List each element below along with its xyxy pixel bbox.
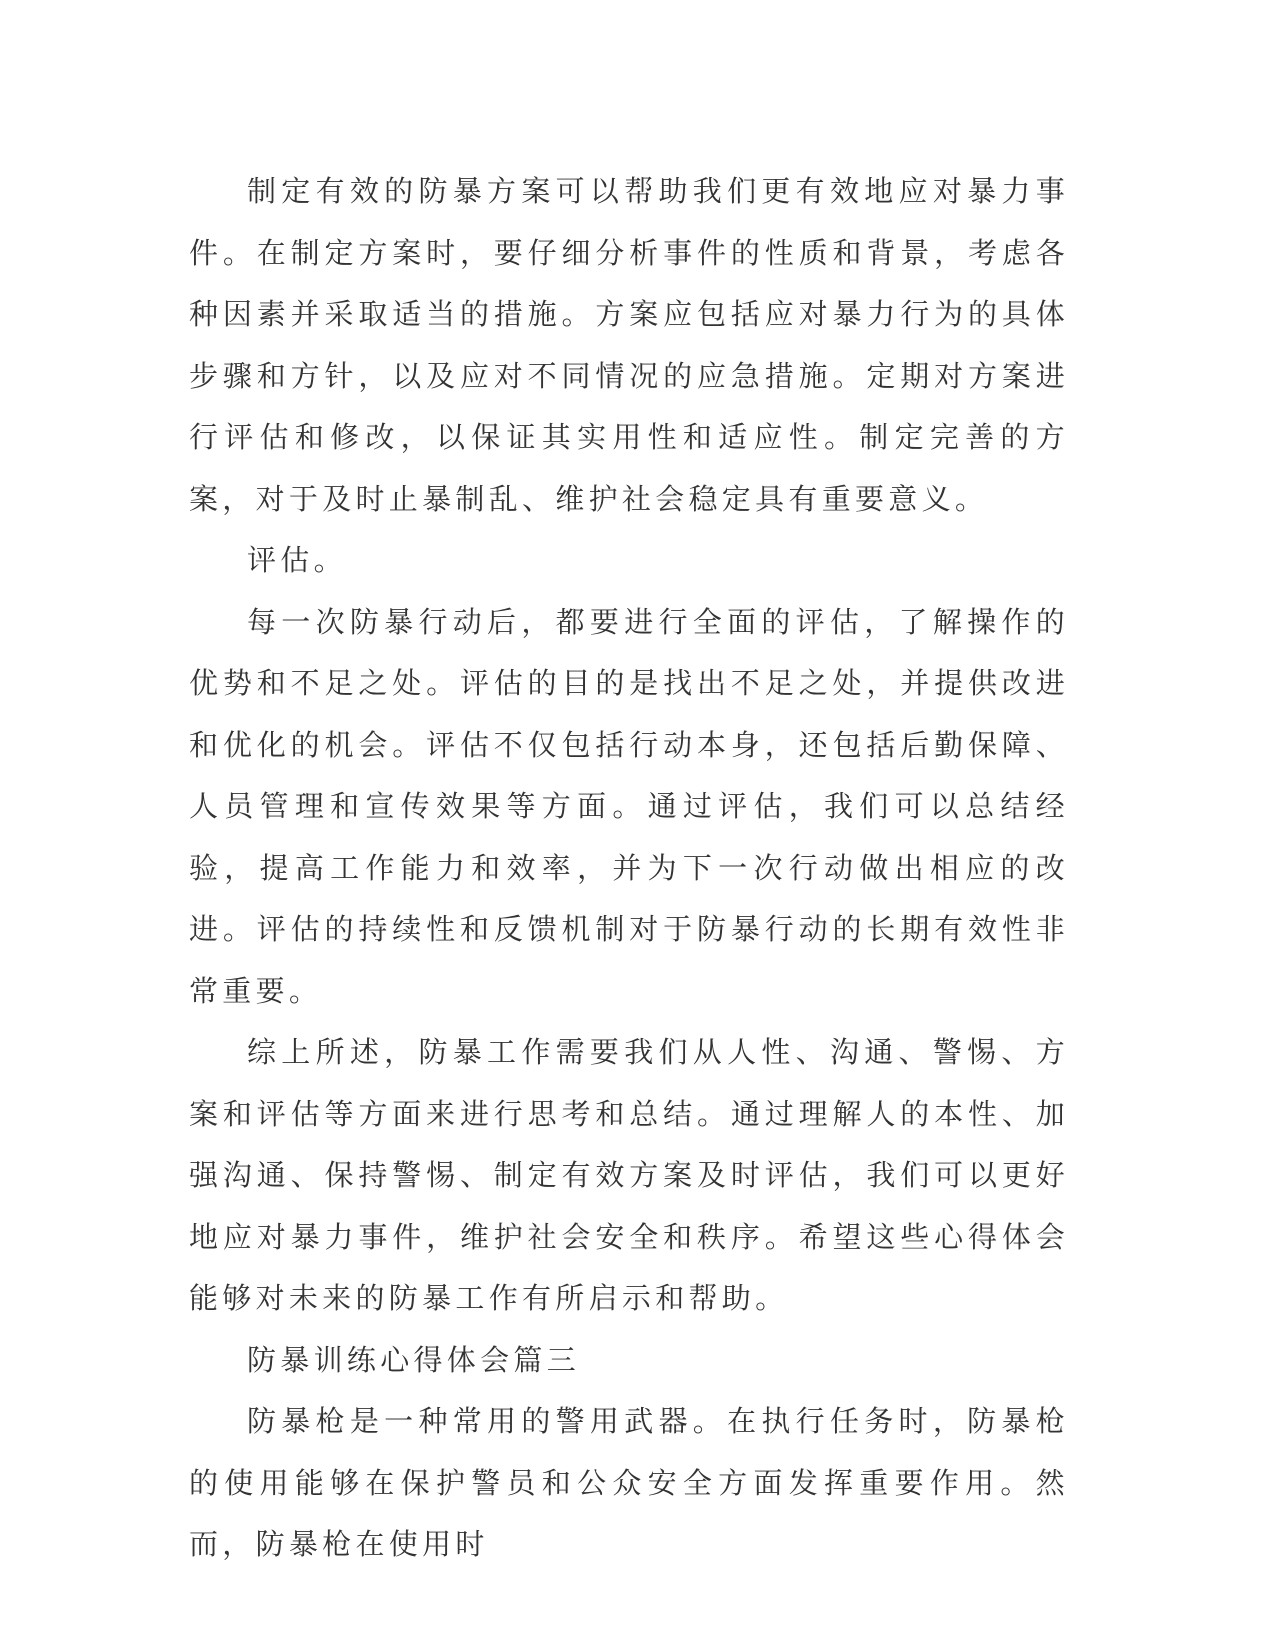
paragraph-plan: 制定有效的防暴方案可以帮助我们更有效地应对暴力事件。在制定方案时，要仔细分析事件的性质和背景，考虑各种因素并采取适当的措施。方案应包括应对暴力行为的具体步骤和方针，以及应对不同情况的应急措施。定期对方案进行评估和修改，以保证其实用性和适应性。制定完善的方案，对于及时止暴制乱、维护社会稳定具有重要意义。 [189,174,1069,516]
section-heading-evaluation: 评估。 [247,543,347,577]
section-heading-part-three: 防暴训练心得体会篇三 [247,1342,581,1377]
paragraph-evaluation: 每一次防暴行动后，都要进行全面的评估，了解操作的优势和不足之处。评估的目的是找出不足之处，并提供改进和优化的机会。评估不仅包括行动本身，还包括后勤保障、人员管理和宣传效果等方面。通过评估，我们可以总结经验，提高工作能力和效率，并为下一次行动做出相应的改进。评估的持续性和反馈机制对于防暴行动的长期有效性非常重要。 [189,604,1069,1008]
document-body [189,161,1069,1576]
paragraph-summary: 综上所述，防暴工作需要我们从人性、沟通、警惕、方案和评估等方面来进行思考和总结。通过理解人的本性、加强沟通、保持警惕、制定有效方案及时评估，我们可以更好地应对暴力事件，维护社会安全和秩序。希望这些心得体会能够对未来的防暴工作有所启示和帮助。 [189,1035,1069,1315]
paragraph-riot-gun: 防暴枪是一种常用的警用武器。在执行任务时，防暴枪的使用能够在保护警员和公众安全方面发挥重要作用。然而，防暴枪在使用时 [189,1404,1069,1561]
